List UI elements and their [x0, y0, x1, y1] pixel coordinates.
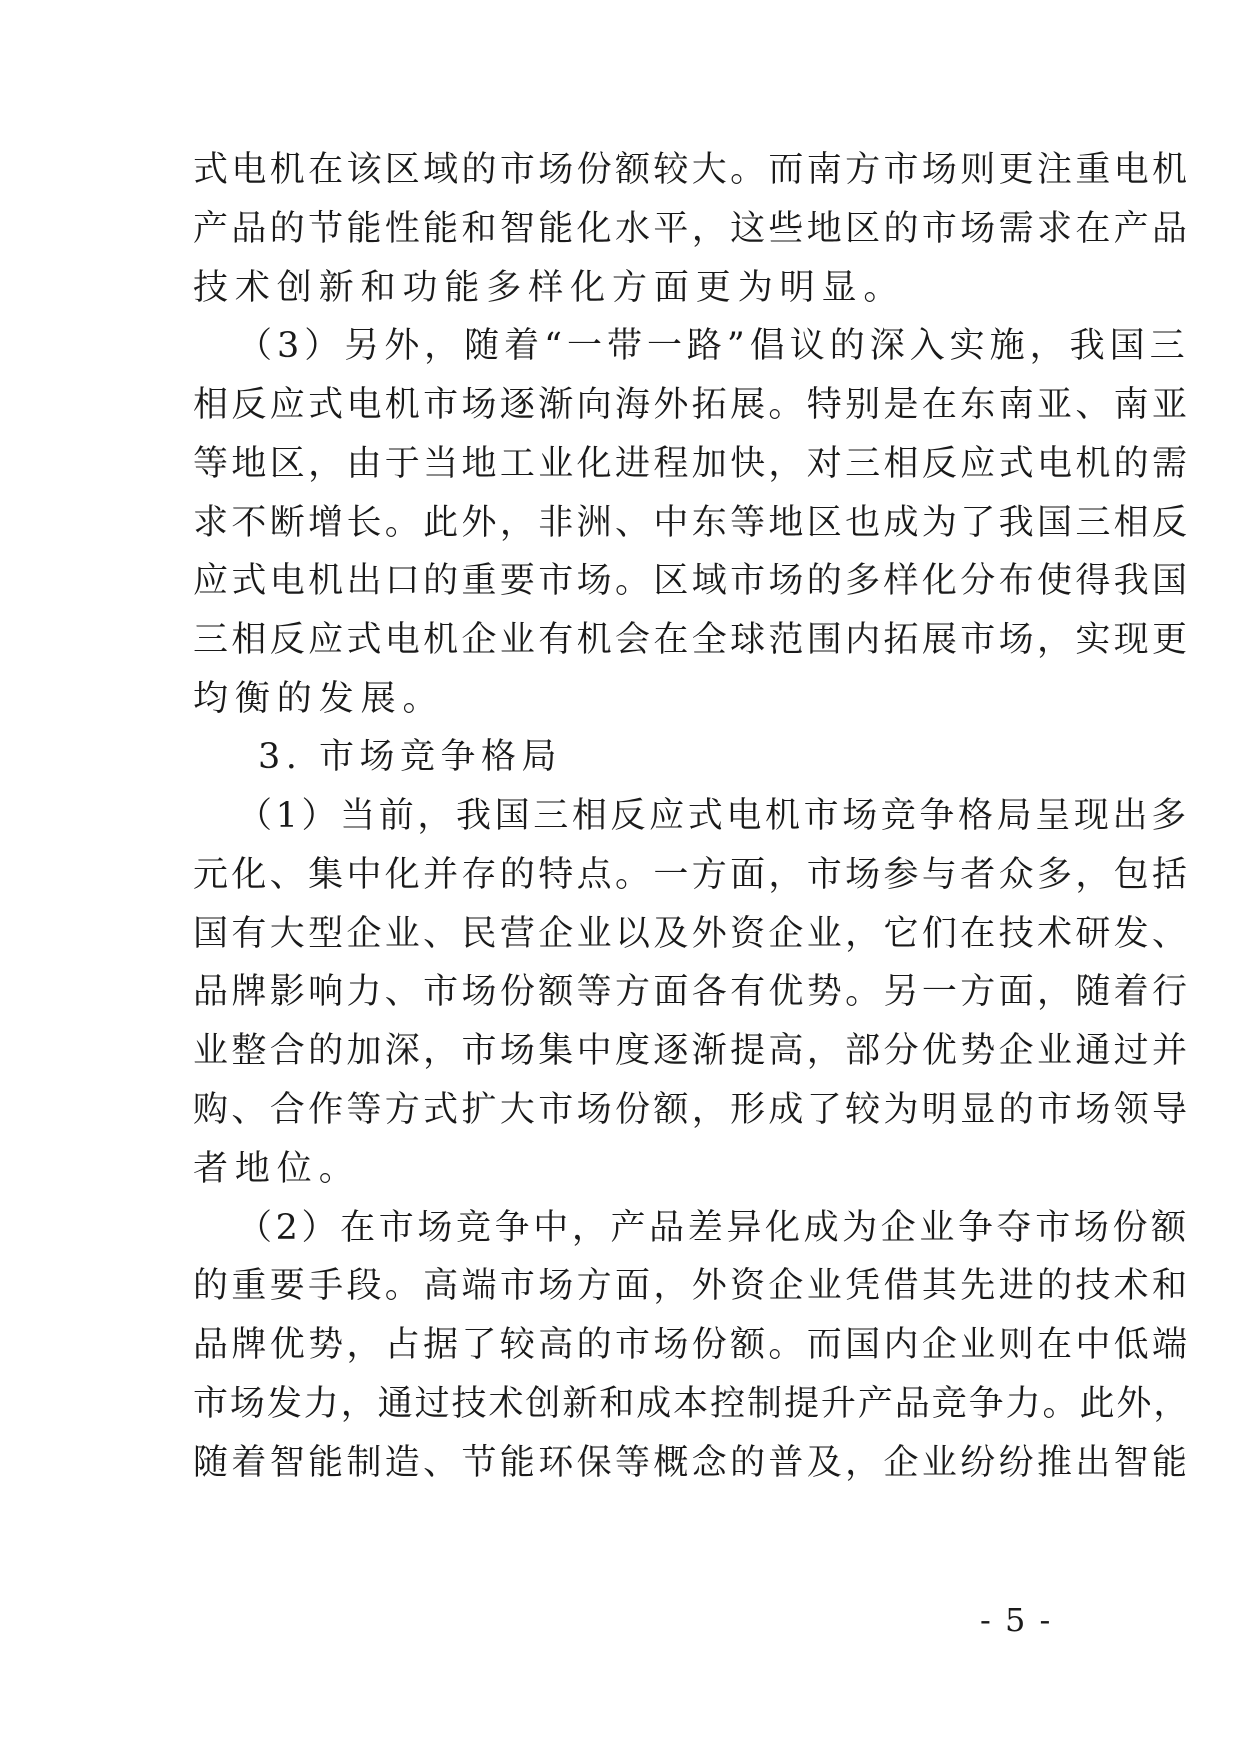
body-text-line: 品牌优势，占据了较高的市场份额。而国内企业则在中低端: [193, 1325, 1191, 1365]
body-text-line: 相反应式电机市场逐渐向海外拓展。特别是在东南亚、南亚: [193, 385, 1191, 425]
body-text-line: 均衡的发展。: [193, 679, 445, 719]
body-text-line: 的重要手段。高端市场方面，外资企业凭借其先进的技术和: [193, 1266, 1191, 1306]
body-text-line: 业整合的加深，市场集中度逐渐提高，部分优势企业通过并: [193, 1031, 1191, 1071]
paragraph-first-line: （3）另外，随着“一带一路”倡议的深入实施，我国三: [237, 326, 1190, 366]
section-heading: 3. 市场竞争格局: [258, 737, 563, 777]
paragraph-first-line: （2）在市场竞争中，产品差异化成为企业争夺市场份额: [237, 1208, 1190, 1248]
body-text-line: 国有大型企业、民营企业以及外资企业，它们在技术研发、: [193, 914, 1191, 954]
body-text-line: 者地位。: [193, 1149, 361, 1189]
body-text-line: 购、合作等方式扩大市场份额，形成了较为明显的市场领导: [193, 1090, 1191, 1130]
body-text-line: 品牌影响力、市场份额等方面各有优势。另一方面，随着行: [193, 972, 1191, 1012]
body-text-line: 市场发力，通过技术创新和成本控制提升产品竞争力。此外，: [193, 1384, 1191, 1424]
body-text-line: 随着智能制造、节能环保等概念的普及，企业纷纷推出智能: [193, 1443, 1191, 1483]
body-text-line: 式电机在该区域的市场份额较大。而南方市场则更注重电机: [193, 150, 1191, 190]
body-text-line: 求不断增长。此外，非洲、中东等地区也成为了我国三相反: [193, 503, 1191, 543]
body-text-line: 应式电机出口的重要市场。区域市场的多样化分布使得我国: [193, 561, 1191, 601]
body-text-line: 三相反应式电机企业有机会在全球范围内拓展市场，实现更: [193, 620, 1191, 660]
page-number: - 5 -: [980, 1601, 1053, 1639]
body-text-line: 产品的节能性能和智能化水平，这些地区的市场需求在产品: [193, 209, 1191, 249]
body-text-line: 等地区，由于当地工业化进程加快，对三相反应式电机的需: [193, 444, 1191, 484]
paragraph-first-line: （1）当前，我国三相反应式电机市场竞争格局呈现出多: [237, 796, 1190, 836]
body-text-line: 元化、集中化并存的特点。一方面，市场参与者众多，包括: [193, 855, 1191, 895]
body-text-line: 技术创新和功能多样化方面更为明显。: [193, 268, 906, 308]
